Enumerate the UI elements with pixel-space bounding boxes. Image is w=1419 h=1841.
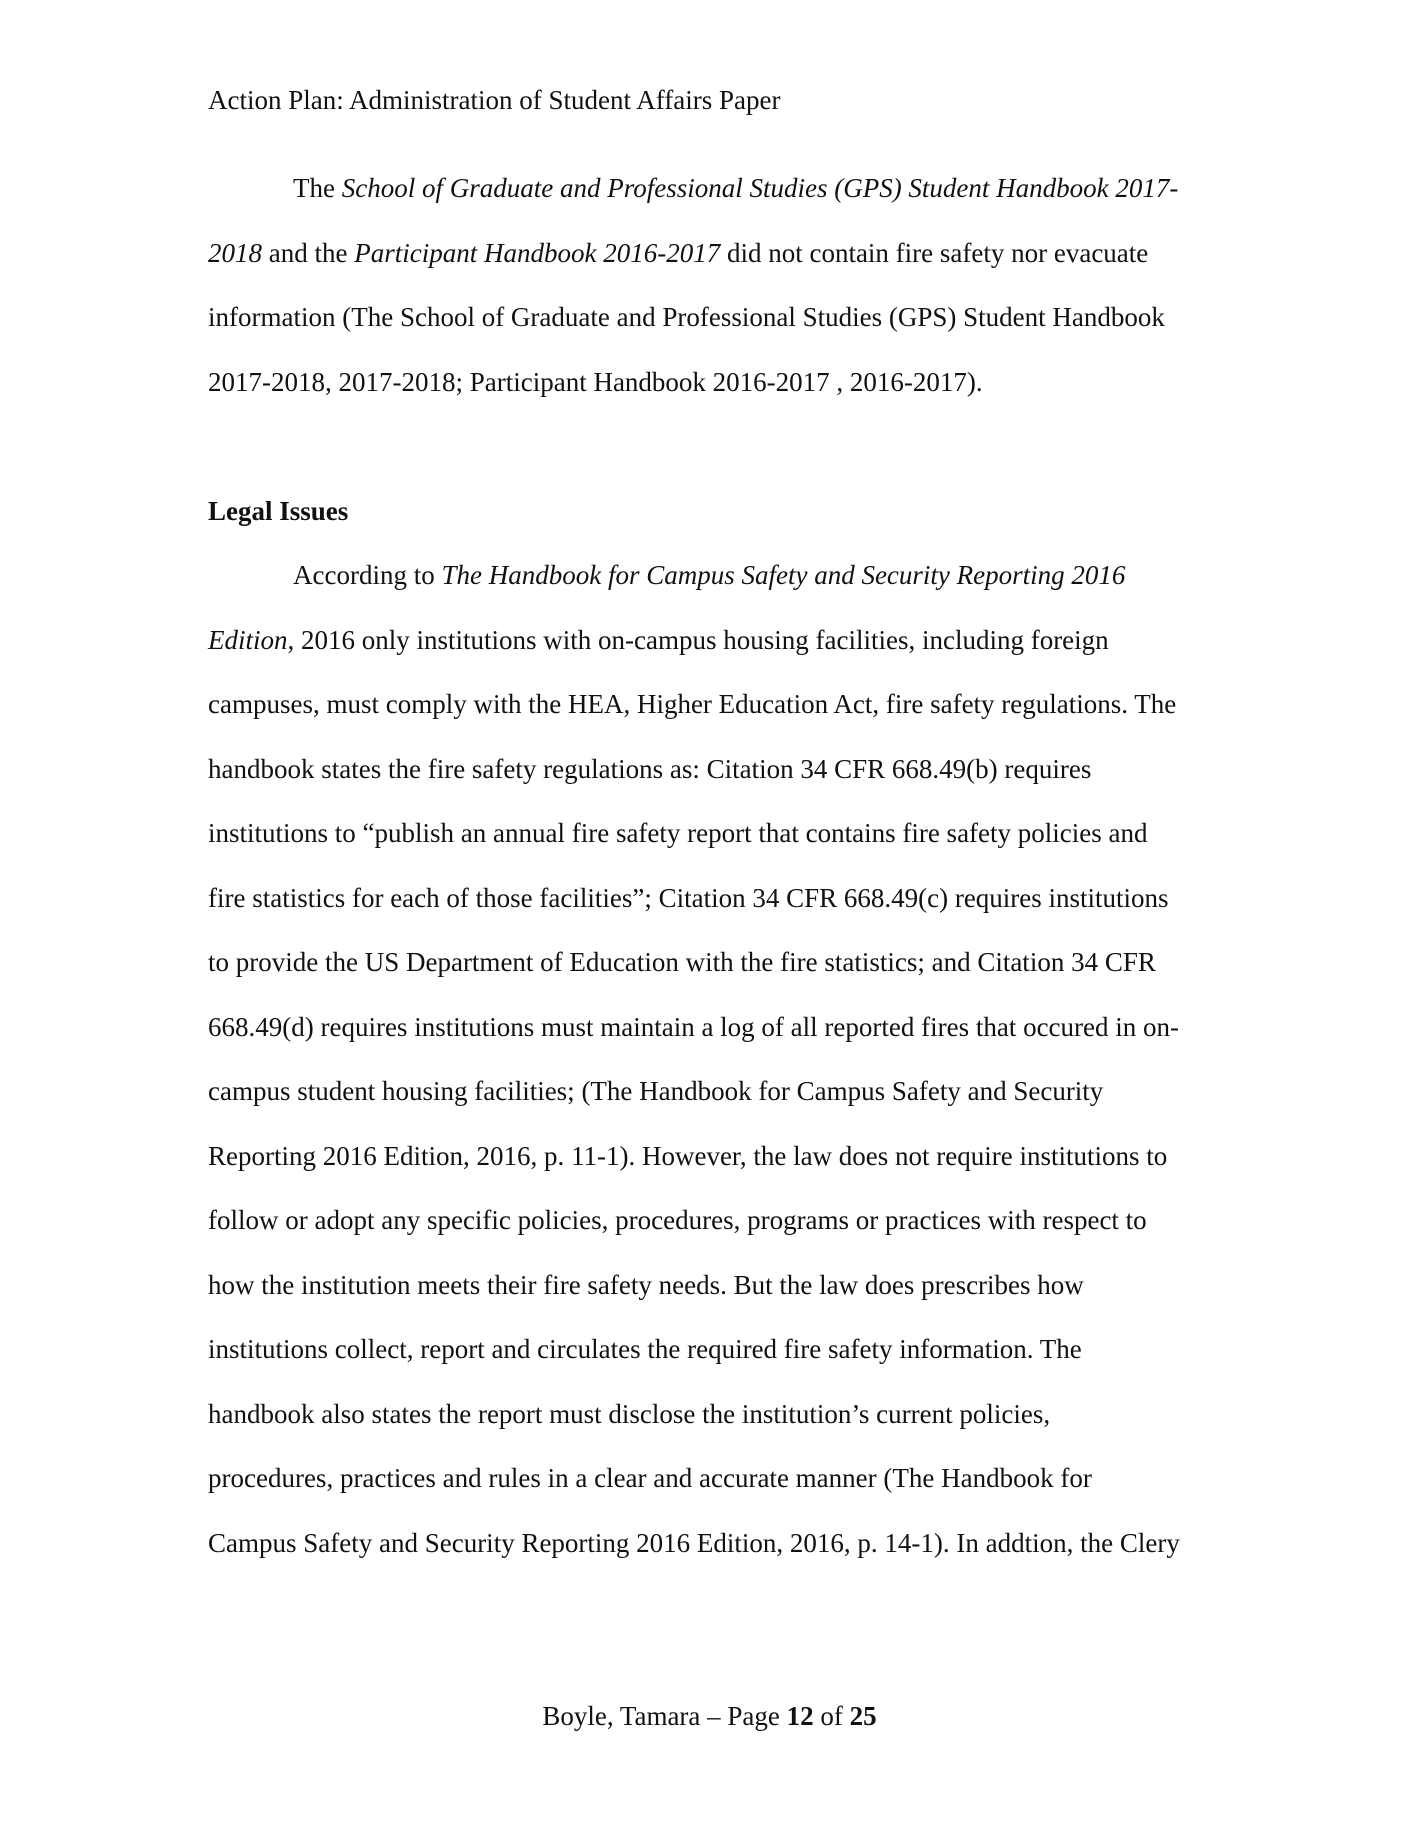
paragraph-line: Campus Safety and Security Reporting 2016 Edition, 2016, p. 14-1). In addtion, the Clery: [208, 1527, 1180, 1558]
page-number: 12: [786, 1701, 814, 1731]
paragraph-line: how the institution meets their fire safety needs. But the law does prescribes how: [208, 1269, 1084, 1300]
italic-title: 2018: [208, 237, 262, 268]
paragraph-line: handbook states the fire safety regulations as: Citation 34 CFR 668.49(b) requires: [208, 753, 1092, 784]
paragraph-line: information (The School of Graduate and Professional Studies (GPS) Student Handbook: [208, 302, 1165, 332]
italic-title: School of Graduate and Professional Studies (GPS) Student Handbook 2017-: [341, 173, 1179, 203]
paragraph-line: 2017-2018, 2017-2018; Participant Handbook 2016-2017 , 2016-2017).: [208, 366, 983, 397]
running-header: Action Plan: Administration of Student Affairs Paper: [208, 85, 781, 115]
footer-author: Boyle, Tamara – Page: [542, 1701, 787, 1731]
footer-of: of: [813, 1701, 850, 1731]
paragraph-line: institutions to “publish an annual fire safety report that contains fire safety policies and: [208, 818, 1148, 848]
page-footer: [0, 1696, 1419, 1736]
italic-title: Edition: [208, 624, 288, 655]
italic-title: The Handbook for Campus Safety and Security Reporting 2016: [441, 560, 1126, 590]
document-body: [208, 168, 1223, 1587]
paragraph-line: fire statistics for each of those facilities”; Citation 34 CFR 668.49(c) requires institutions: [208, 882, 1169, 913]
paragraph-line: Reporting 2016 Edition, 2016, p. 11-1). However, the law does not require institutions to: [208, 1140, 1168, 1171]
italic-title: Participant Handbook 2016-2017: [354, 237, 721, 268]
paragraph-line: 2018 and the Participant Handbook 2016-2017 did not contain fire safety nor evacuate: [208, 237, 1149, 268]
paragraph-line: campus student housing facilities; (The Handbook for Campus Safety and Security: [208, 1076, 1104, 1106]
paragraph-line: institutions collect, report and circulates the required fire safety information. The: [208, 1334, 1082, 1364]
paragraph-line: to provide the US Department of Education with the fire statistics; and Citation 34 CFR: [208, 947, 1156, 977]
paragraph-line: follow or adopt any specific policies, procedures, programs or practices with respect to: [208, 1205, 1147, 1235]
section-heading: Legal Issues: [208, 495, 349, 526]
paragraph-line: handbook also states the report must disclose the institution’s current policies,: [208, 1398, 1051, 1429]
page-total: 25: [849, 1701, 877, 1731]
paragraph-line: According to The Handbook for Campus Safety and Security Reporting 2016: [293, 560, 1126, 590]
paragraph-line: 668.49(d) requires institutions must maintain a log of all reported fires that occured in on-: [208, 1011, 1180, 1042]
paragraph-line: campuses, must comply with the HEA, Higher Education Act, fire safety regulations. The: [208, 689, 1177, 719]
blank-line: [208, 426, 1223, 491]
paragraph-line: Edition, 2016 only institutions with on-campus housing facilities, including foreign: [208, 624, 1109, 655]
paragraph-line: The School of Graduate and Professional Studies (GPS) Student Handbook 2017-: [293, 173, 1179, 203]
paragraph-line: procedures, practices and rules in a clear and accurate manner (The Handbook for: [208, 1463, 1092, 1493]
